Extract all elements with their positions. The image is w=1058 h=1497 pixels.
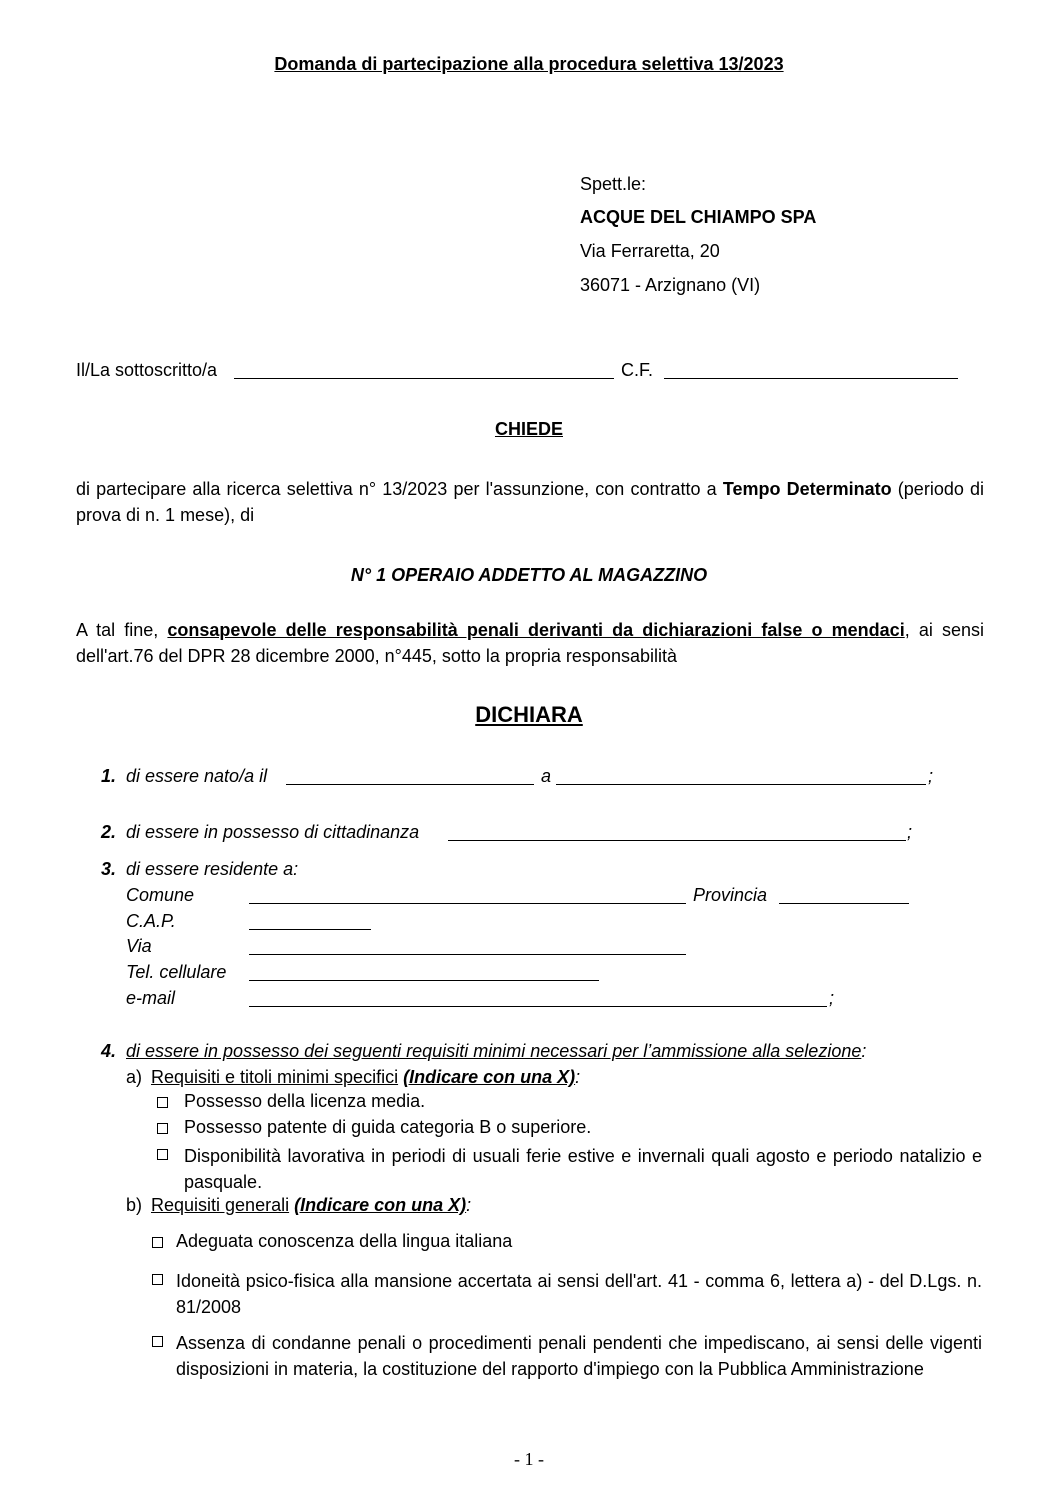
req-b-heading (151, 1195, 471, 1216)
req-a-title: Requisiti e titoli minimi specifici (151, 1067, 399, 1087)
cf-field[interactable] (664, 378, 958, 379)
request-paragraph (76, 476, 984, 528)
item-1-number: 1. (101, 766, 117, 786)
req-a-colon: : (575, 1067, 581, 1087)
item-3-label: di essere residente a: (126, 859, 299, 879)
tel-field[interactable] (249, 980, 599, 981)
item-1-label: di essere nato/a il (126, 766, 268, 786)
citizenship-field[interactable] (448, 840, 906, 841)
page-number: - 1 - (514, 1449, 544, 1469)
awareness-pre: A tal fine, (76, 620, 168, 640)
request-text-post: (periodo di prova di n. 1 mese), di (76, 479, 985, 525)
item-2-number: 2. (101, 822, 117, 842)
tel-label: Tel. cellulare (126, 962, 227, 982)
req-a-heading (151, 1067, 580, 1088)
comune-label: Comune (126, 885, 195, 905)
req-b-letter: b) (126, 1195, 143, 1215)
req-a-option-1: Possesso patente di guida categoria B o superiore. (184, 1117, 592, 1137)
recipient-street: Via Ferraretta, 20 (580, 241, 720, 261)
cap-field[interactable] (249, 929, 371, 930)
awareness-post: , ai sensi dell'art.76 del DPR 28 dicembre 2000, n°445, sotto la propria responsabilità (76, 620, 984, 666)
declare-heading: DICHIARA (475, 702, 583, 727)
req-a-hint: (Indicare con una X) (403, 1067, 576, 1087)
req-b-option-0: Adeguata conoscenza della lingua italiana (176, 1231, 513, 1251)
provincia-label: Provincia (693, 885, 768, 905)
birth-place-field[interactable] (556, 784, 926, 785)
request-heading: CHIEDE (494, 419, 563, 439)
item-1-a: a (541, 766, 552, 786)
req-b-checkbox-0[interactable] (152, 1237, 163, 1248)
recipient-city: 36071 - Arzignano (VI) (580, 275, 761, 295)
via-label: Via (126, 936, 152, 956)
req-b-checkbox-1[interactable] (152, 1274, 163, 1285)
signer-label: Il/La sottoscritto/a (76, 360, 218, 380)
recipient-greeting: Spett.le: (580, 174, 647, 194)
req-b-option-1: Idoneità psico-fisica alla mansione accertata ai sensi dell'art. 41 - comma 6, lettera a) - del D.Lgs. n. 81/2008 (176, 1271, 982, 1317)
email-field[interactable] (249, 1006, 827, 1007)
birth-date-field[interactable] (286, 784, 534, 785)
req-b-option-2: Assenza di condanne penali o procedimenti penali pendenti che impediscano, ai sensi delle vigenti disposizioni in materia, la costituzione del rapporto d'impiego con la Pubblica Amministrazione (176, 1333, 982, 1379)
req-a-checkbox-2[interactable] (157, 1149, 168, 1160)
position-title: N° 1 OPERAIO ADDETTO AL MAGAZZINO (350, 565, 708, 585)
req-b-checkbox-2[interactable] (152, 1336, 163, 1347)
comune-field[interactable] (249, 903, 686, 904)
req-a-option-0: Possesso della licenza media. (184, 1091, 426, 1111)
request-text-bold: Tempo Determinato (722, 479, 892, 499)
req-b-colon: : (466, 1195, 472, 1215)
provincia-field[interactable] (779, 903, 909, 904)
document-title: Domanda di partecipazione alla procedura selettiva 13/2023 (274, 54, 784, 74)
item-3-end: ; (829, 988, 835, 1008)
via-field[interactable] (249, 954, 686, 955)
req-b-hint: (Indicare con una X) (294, 1195, 467, 1215)
item-4-label-text: di essere in possesso dei seguenti requisiti minimi necessari per l’ammissione alla selezione (126, 1041, 862, 1061)
awareness-paragraph (76, 617, 984, 669)
item-4-label (126, 1041, 866, 1062)
email-label: e-mail (126, 988, 176, 1008)
awareness-underlined: consapevole delle responsabilità penali derivanti da dichiarazioni false o mendaci (167, 620, 905, 640)
item-1-end: ; (928, 766, 934, 786)
request-text-pre: di partecipare alla ricerca selettiva n° 13/2023 per l'assunzione, con contratto a (76, 479, 723, 499)
item-2-label: di essere in possesso di cittadinanza (126, 822, 420, 842)
item-4-colon: : (861, 1041, 867, 1061)
cf-label: C.F. (621, 360, 654, 380)
recipient-company: ACQUE DEL CHIAMPO SPA (580, 207, 817, 227)
req-a-checkbox-1[interactable] (157, 1123, 168, 1134)
item-3-number: 3. (101, 859, 117, 879)
item-2-end: ; (907, 822, 913, 842)
req-a-letter: a) (126, 1067, 143, 1087)
req-a-checkbox-0[interactable] (157, 1097, 168, 1108)
cap-label: C.A.P. (126, 911, 176, 931)
req-a-option-2: Disponibilità lavorativa in periodi di usuali ferie estive e invernali quali agosto e periodo natalizio e pasquale. (184, 1146, 982, 1192)
item-4-number: 4. (101, 1041, 117, 1061)
signer-name-field[interactable] (234, 378, 614, 379)
req-b-title: Requisiti generali (151, 1195, 290, 1215)
